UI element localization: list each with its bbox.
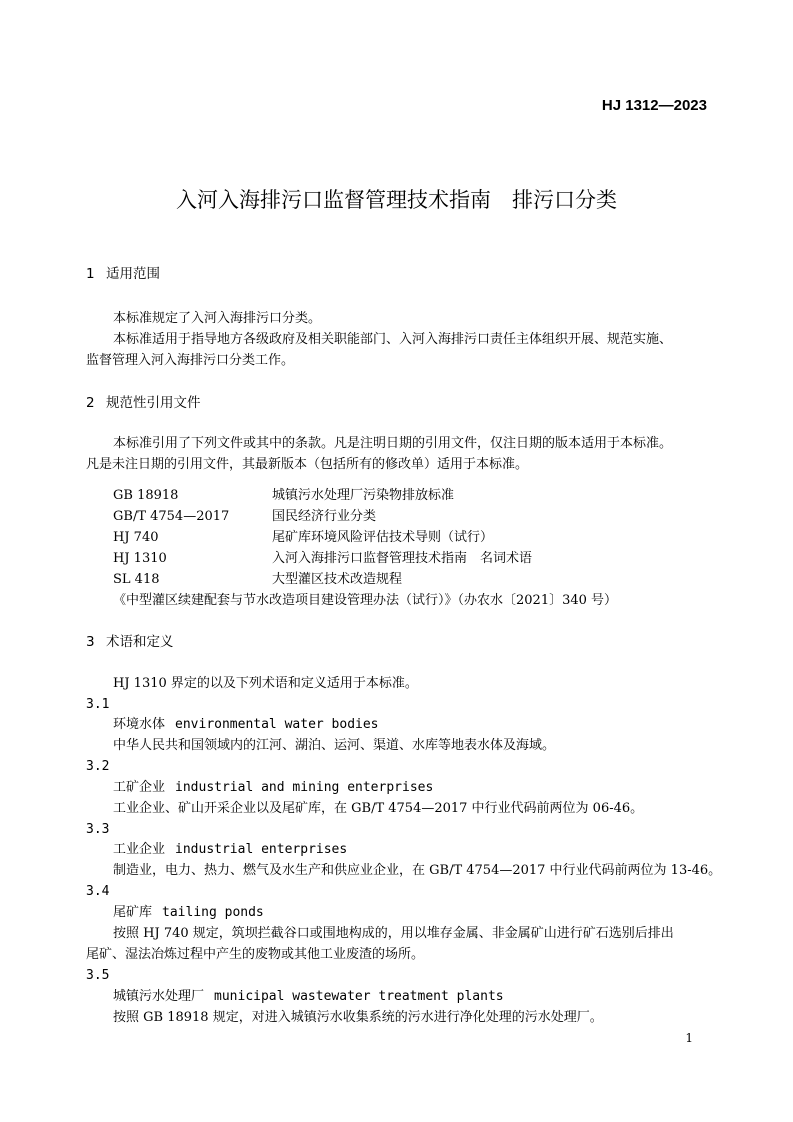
reference-code: SL 418 — [113, 572, 160, 587]
reference-title: 入河入海排污口监督管理技术指南 名词术语 — [272, 551, 533, 566]
term-heading — [113, 906, 264, 919]
paragraph: 本标准适用于指导地方各级政府及相关职能部门、入河入海排污口责任主体组织开展、规范实施、 — [113, 332, 673, 347]
section-title: 规范性引用文件 — [106, 395, 201, 411]
term-en: environmental water bodies — [175, 717, 379, 732]
term-definition: 按照 HJ 740 规定，筑坝拦截谷口或围地构成的，用以堆存金属、非金属矿山进行矿石选别后排出 — [113, 926, 674, 941]
term-cn: 环境水体 — [113, 717, 166, 732]
term-en: tailing ponds — [162, 905, 264, 920]
term-heading — [113, 990, 504, 1003]
section-heading — [86, 636, 174, 650]
section-number: 2 — [86, 395, 95, 411]
term-heading — [113, 781, 433, 794]
reference-code: HJ 1310 — [113, 551, 167, 566]
section-number: 1 — [86, 266, 95, 282]
page-number: 1 — [685, 1031, 693, 1045]
term-en: municipal wastewater treatment plants — [214, 989, 504, 1004]
paragraph: 监督管理入河入海排污口分类工作。 — [86, 353, 295, 368]
reference-title: 国民经济行业分类 — [272, 509, 377, 524]
section-number: 3 — [86, 634, 95, 650]
term-number: 3.3 — [86, 822, 110, 837]
page-title: 入河入海排污口监督管理技术指南 排污口分类 — [176, 188, 617, 212]
term-definition: 中华人民共和国领域内的江河、湖泊、运河、渠道、水库等地表水体及海域。 — [113, 738, 556, 753]
section-heading — [86, 268, 160, 282]
section-title: 适用范围 — [106, 266, 160, 282]
term-number: 3.1 — [86, 697, 110, 712]
section-title: 术语和定义 — [106, 634, 174, 650]
paragraph: 凡是未注日期的引用文件，其最新版本（包括所有的修改单）适用于本标准。 — [86, 457, 529, 472]
term-definition: 工业企业、矿山开采企业以及尾矿库，在 GB/T 4754—2017 中行业代码前两位为 06-46。 — [113, 801, 644, 816]
term-heading — [113, 843, 347, 856]
reference-code: GB/T 4754—2017 — [113, 509, 230, 524]
term-cn: 工矿企业 — [113, 780, 166, 795]
term-en: industrial and mining enterprises — [175, 780, 434, 795]
reference-extra: 《中型灌区续建配套与节水改造项目建设管理办法（试行）》（办农水〔2021〕340 号） — [113, 593, 618, 608]
term-number: 3.2 — [86, 759, 110, 774]
document-code: HJ 1312—2023 — [601, 97, 707, 114]
term-cn: 工业企业 — [113, 842, 166, 857]
term-definition: 按照 GB 18918 规定，对进入城镇污水收集系统的污水进行净化处理的污水处理厂。 — [113, 1010, 603, 1025]
term-en: industrial enterprises — [175, 842, 348, 857]
reference-title: 尾矿库环境风险评估技术导则（试行） — [272, 530, 494, 545]
paragraph: 本标准规定了入河入海排污口分类。 — [113, 311, 322, 326]
term-definition: 制造业，电力、热力、燃气及水生产和供应业企业，在 GB/T 4754—2017 中行业代码前两位为 13-46。 — [113, 863, 722, 878]
paragraph: HJ 1310 界定的以及下列术语和定义适用于本标准。 — [113, 676, 418, 691]
paragraph: 本标准引用了下列文件或其中的条款。凡是注明日期的引用文件，仅注日期的版本适用于本标准。 — [113, 436, 673, 451]
reference-title: 大型灌区技术改造规程 — [272, 572, 403, 587]
term-number: 3.4 — [86, 884, 110, 899]
reference-code: GB 18918 — [113, 488, 179, 503]
reference-code: HJ 740 — [113, 530, 159, 545]
term-definition: 尾矿、湿法冶炼过程中产生的废物或其他工业废渣的场所。 — [86, 947, 425, 962]
term-cn: 尾矿库 — [113, 905, 153, 920]
term-number: 3.5 — [86, 968, 110, 983]
section-heading — [86, 397, 201, 411]
term-cn: 城镇污水处理厂 — [113, 989, 205, 1004]
term-heading — [113, 718, 379, 731]
reference-title: 城镇污水处理厂污染物排放标准 — [272, 488, 455, 503]
